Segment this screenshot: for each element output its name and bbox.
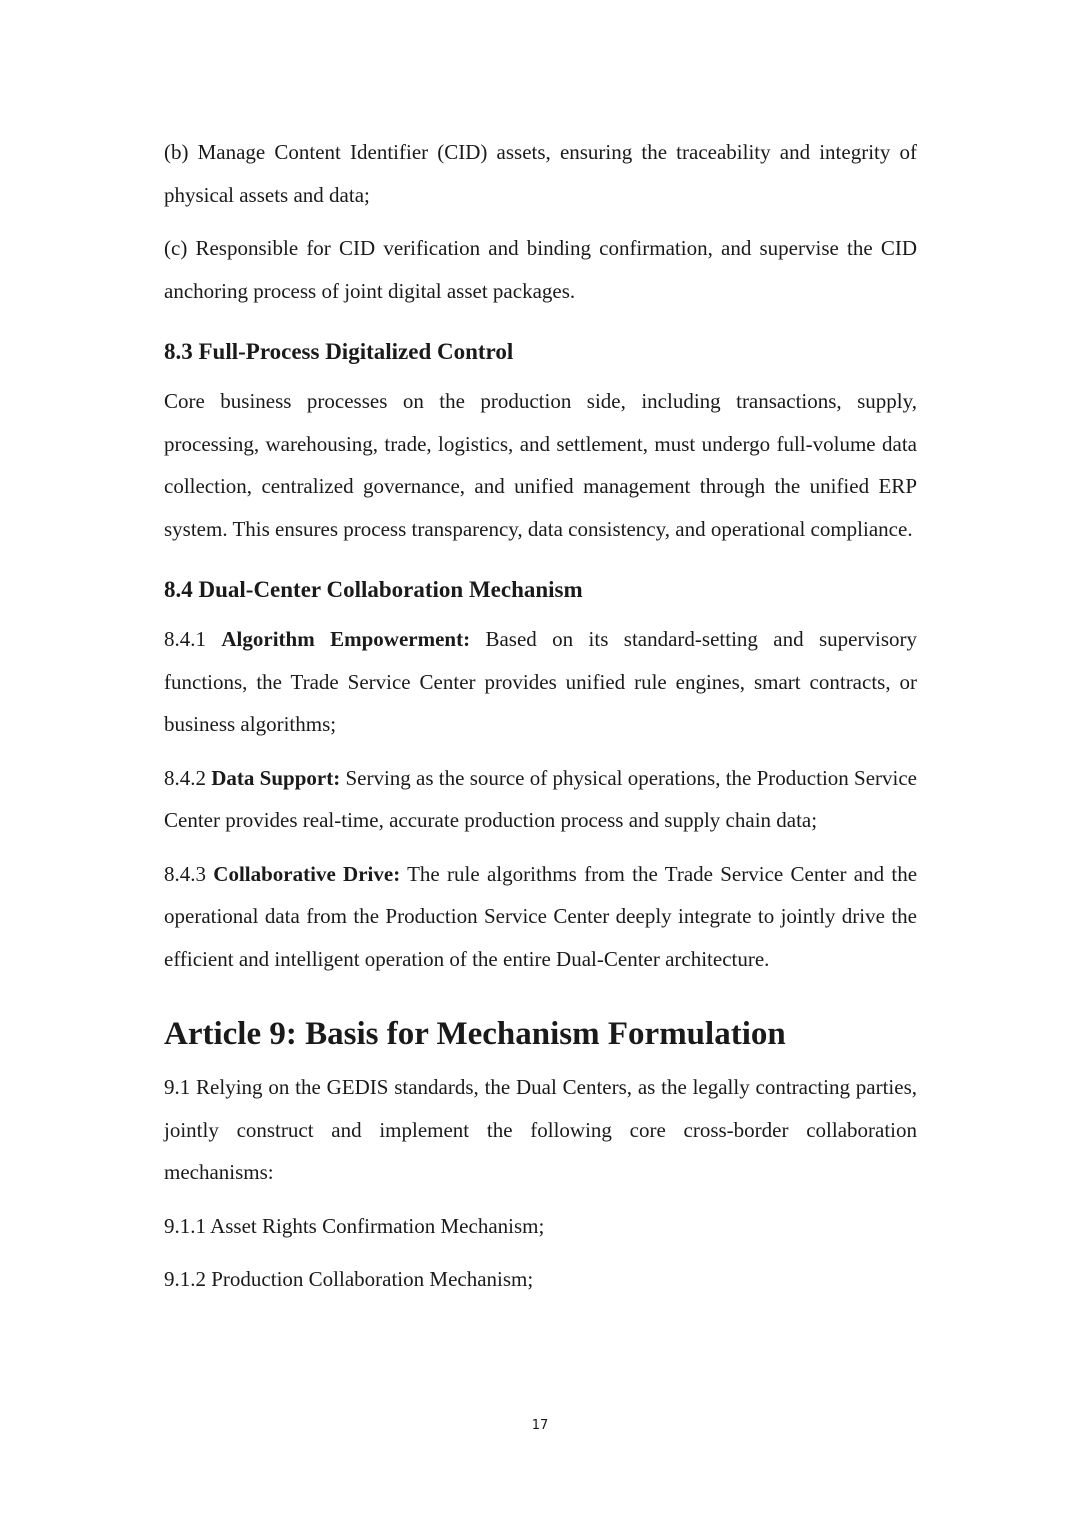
article-9-heading: Article 9: Basis for Mechanism Formulation: [164, 1016, 786, 1052]
section-8-3-heading: 8.3 Full-Process Digitalized Control: [164, 339, 514, 364]
item-number: 8.4.3: [164, 861, 214, 886]
page-number: 17: [531, 1418, 549, 1433]
item-lead: Algorithm Empowerment:: [221, 627, 471, 651]
item-lead: Data Support:: [211, 765, 341, 790]
item-8-4-1: [164, 618, 917, 746]
paragraph-c: (c) Responsible for CID verification and binding confirmation, and supervise the CID anchoring process of joint digital asset packages.: [164, 236, 917, 303]
section-8-4-heading: 8.4 Dual-Center Collaboration Mechanism: [164, 577, 583, 602]
item-number: 8.4.1: [164, 627, 222, 651]
paragraph-9-1-2: 9.1.2 Production Collaboration Mechanism;: [164, 1267, 534, 1291]
paragraph-9-1-1: 9.1.1 Asset Rights Confirmation Mechanism;: [164, 1213, 545, 1238]
item-8-4-3: [164, 853, 917, 981]
paragraph-b: (b) Manage Content Identifier (CID) assets, ensuring the traceability and integrity of physical assets and data;: [164, 140, 917, 207]
paragraph-9-1: 9.1 Relying on the GEDIS standards, the Dual Centers, as the legally contracting parties, jointly construct and implement the following core cross-border collaboration mechanisms:: [164, 1075, 917, 1184]
item-text: Serving as the source of physical operations, the Production Service Center provides real-time, accurate production process and supply chain data;: [164, 765, 918, 832]
item-lead: Collaborative Drive:: [213, 861, 401, 886]
item-text: Based on its standard-setting and supervisory functions, the Trade Service Center provides unified rule engines, smart contracts, or business algorithms;: [164, 627, 917, 736]
section-8-3-body: Core business processes on the production side, including transactions, supply, processing, warehousing, trade, logistics, and settlement, must undergo full-volume data collection, centralized governance, and unified management through the unified ERP system. This ensures process transparency, data consistency, and operational compliance.: [164, 389, 917, 541]
page-content: [164, 131, 917, 1312]
item-8-4-2: [164, 757, 917, 842]
item-text: The rule algorithms from the Trade Service Center and the operational data from the Production Service Center deeply integrate to jointly drive the efficient and intelligent operation of the entire Dual-Center architecture.: [164, 861, 918, 971]
item-number: 8.4.2: [164, 765, 212, 790]
